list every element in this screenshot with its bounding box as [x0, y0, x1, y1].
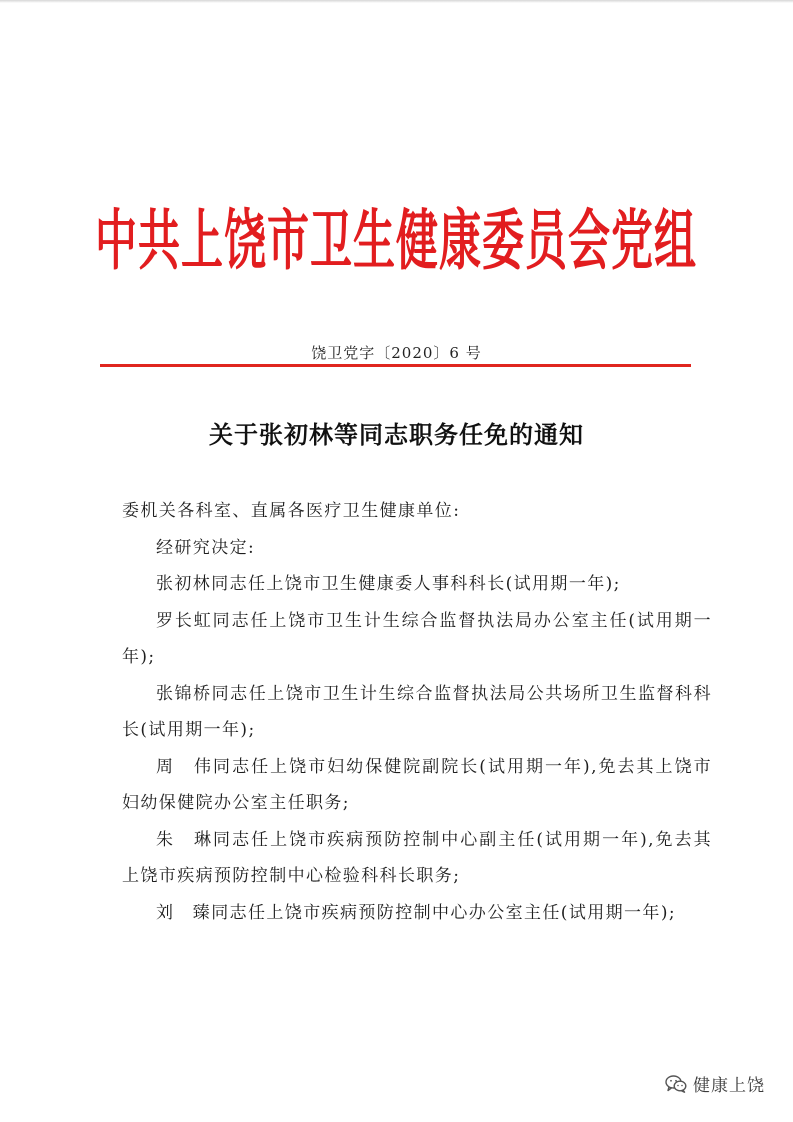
appointment-item: 朱 琳同志任上饶市疾病预防控制中心副主任(试用期一年),免去其上饶市疾病预防控制中心检验科科长职务; — [122, 829, 712, 886]
appointment-item: 刘 臻同志任上饶市疾病预防控制中心办公室主任(试用期一年); — [156, 902, 676, 923]
watermark-text: 健康上饶 — [693, 1076, 765, 1096]
appointment-item: 张锦桥同志任上饶市卫生计生综合监督执法局公共场所卫生监督科科长(试用期一年); — [122, 683, 712, 740]
wechat-icon — [665, 1075, 687, 1093]
scan-edge — [0, 0, 793, 3]
appointment-item: 罗长虹同志任上饶市卫生计生综合监督执法局办公室主任(试用期一年); — [122, 610, 712, 667]
intro-line: 经研究决定: — [156, 537, 256, 558]
account-watermark — [665, 1071, 765, 1096]
document-body — [122, 493, 712, 931]
notice-title: 关于张初林等同志职务任免的通知 — [209, 420, 584, 449]
red-divider — [100, 364, 691, 367]
issuer-title: 中共上饶市卫生健康委员会党组 — [95, 202, 698, 279]
recipients-line: 委机关各科室、直属各医疗卫生健康单位: — [122, 501, 461, 521]
appointment-item: 张初林同志任上饶市卫生健康委人事科科长(试用期一年); — [156, 574, 621, 594]
document-number: 饶卫党字〔2020〕6 号 — [311, 344, 482, 362]
appointment-item: 周 伟同志任上饶市妇幼保健院副院长(试用期一年),免去其上饶市妇幼保健院办公室主任职务; — [122, 756, 712, 813]
